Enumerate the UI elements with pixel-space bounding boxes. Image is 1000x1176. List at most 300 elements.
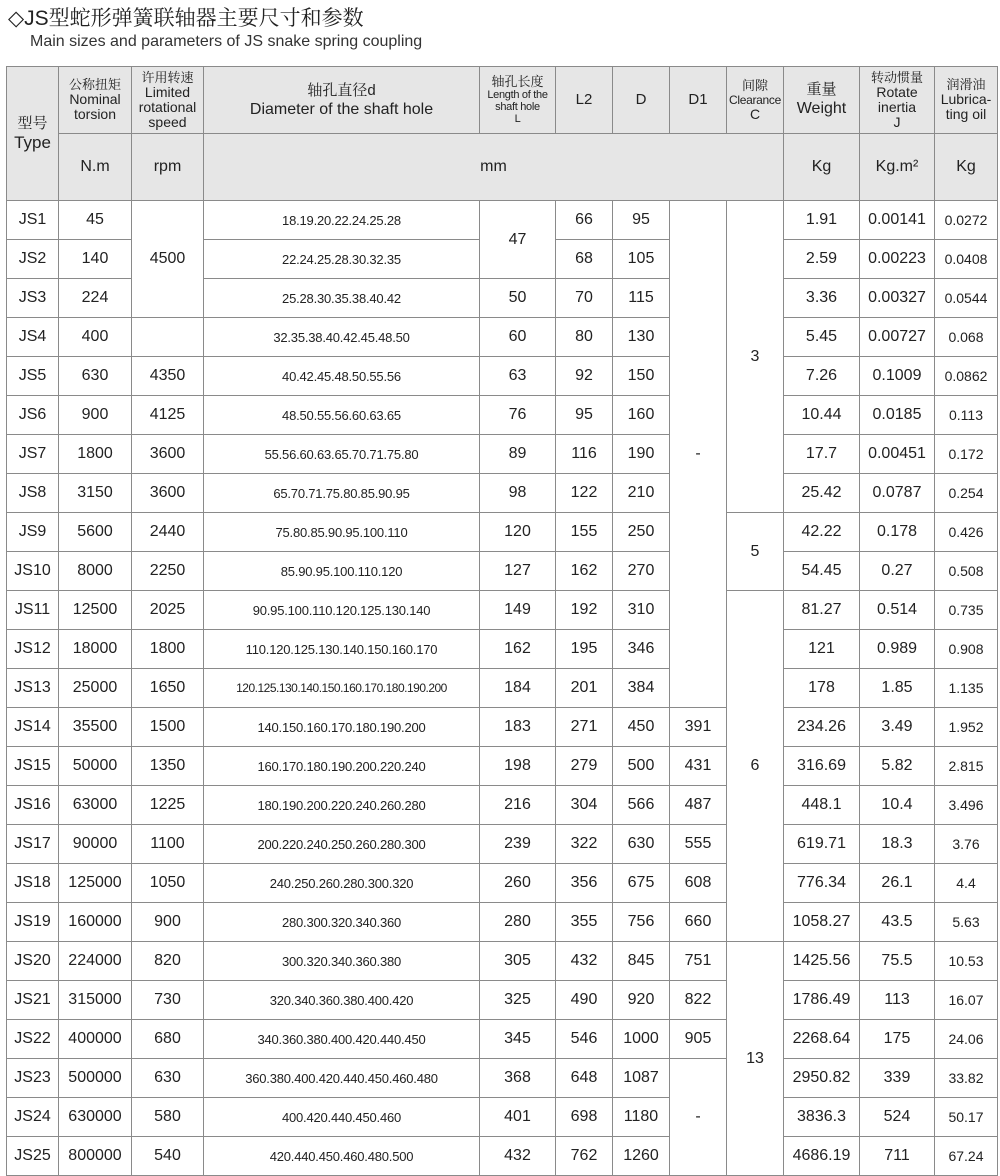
cell-oil: 0.0862	[935, 357, 998, 396]
table-row	[7, 552, 998, 591]
cell-d1: 608	[670, 864, 727, 903]
cell-weight: 121	[784, 630, 860, 669]
cell-torsion: 160000	[59, 903, 132, 942]
cell-oil: 0.0544	[935, 279, 998, 318]
cell-speed: 2025	[132, 591, 204, 630]
cell-diameter: 75.80.85.90.95.100.110	[204, 513, 480, 552]
cell-d: 160	[613, 396, 670, 435]
cell-type: JS19	[7, 903, 59, 942]
cell-speed: 540	[132, 1137, 204, 1176]
cell-length: 239	[480, 825, 556, 864]
cell-weight: 10.44	[784, 396, 860, 435]
cell-speed: 630	[132, 1059, 204, 1098]
cell-diameter: 360.380.400.420.440.450.460.480	[204, 1059, 480, 1098]
cell-clearance: 5	[727, 513, 784, 591]
cell-inertia: 0.989	[860, 630, 935, 669]
cell-torsion: 90000	[59, 825, 132, 864]
cell-type: JS21	[7, 981, 59, 1020]
cell-inertia: 3.49	[860, 708, 935, 747]
cell-torsion: 63000	[59, 786, 132, 825]
cell-length: 184	[480, 669, 556, 708]
cell-length: 98	[480, 474, 556, 513]
cell-weight: 619.71	[784, 825, 860, 864]
cell-torsion: 50000	[59, 747, 132, 786]
cell-speed: 1100	[132, 825, 204, 864]
header-speed: 许用转速 Limited rotational speed	[132, 67, 204, 134]
cell-l2: 68	[556, 240, 613, 279]
table-body	[7, 201, 998, 1176]
cell-inertia: 0.00727	[860, 318, 935, 357]
cell-speed: 580	[132, 1098, 204, 1137]
cell-speed: 2250	[132, 552, 204, 591]
cell-diameter: 32.35.38.40.42.45.48.50	[204, 318, 480, 357]
cell-type: JS8	[7, 474, 59, 513]
cell-l2: 490	[556, 981, 613, 1020]
header-d: D	[613, 67, 670, 134]
cell-length: 47	[480, 201, 556, 279]
cell-length: 345	[480, 1020, 556, 1059]
cell-speed: 1500	[132, 708, 204, 747]
table-row	[7, 435, 998, 474]
header-diameter: 轴孔直径d Diameter of the shaft hole	[204, 67, 480, 134]
cell-l2: 66	[556, 201, 613, 240]
cell-diameter: 65.70.71.75.80.85.90.95	[204, 474, 480, 513]
cell-weight: 1058.27	[784, 903, 860, 942]
cell-inertia: 0.178	[860, 513, 935, 552]
header-clearance: 间隙 Clearance C	[727, 67, 784, 134]
cell-torsion: 3150	[59, 474, 132, 513]
cell-type: JS16	[7, 786, 59, 825]
cell-diameter: 85.90.95.100.110.120	[204, 552, 480, 591]
cell-l2: 762	[556, 1137, 613, 1176]
cell-inertia: 524	[860, 1098, 935, 1137]
cell-oil: 0.113	[935, 396, 998, 435]
cell-oil: 0.0272	[935, 201, 998, 240]
cell-diameter: 200.220.240.250.260.280.300	[204, 825, 480, 864]
cell-clearance: 6	[727, 591, 784, 942]
cell-weight: 7.26	[784, 357, 860, 396]
cell-torsion: 900	[59, 396, 132, 435]
cell-speed: 1800	[132, 630, 204, 669]
cell-l2: 80	[556, 318, 613, 357]
cell-speed: 1225	[132, 786, 204, 825]
header-weight: 重量 Weight	[784, 67, 860, 134]
cell-d1: 555	[670, 825, 727, 864]
cell-inertia: 0.00451	[860, 435, 935, 474]
cell-oil: 0.172	[935, 435, 998, 474]
cell-d1: 905	[670, 1020, 727, 1059]
table-row	[7, 474, 998, 513]
cell-type: JS17	[7, 825, 59, 864]
cell-length: 127	[480, 552, 556, 591]
cell-diameter: 90.95.100.110.120.125.130.140	[204, 591, 480, 630]
cell-length: 368	[480, 1059, 556, 1098]
cell-diameter: 55.56.60.63.65.70.71.75.80	[204, 435, 480, 474]
header-length: 轴孔长度 Length of the shaft hole L	[480, 67, 556, 134]
cell-l2: 95	[556, 396, 613, 435]
unit-oil: Kg	[935, 134, 998, 201]
cell-length: 60	[480, 318, 556, 357]
cell-d: 675	[613, 864, 670, 903]
cell-l2: 304	[556, 786, 613, 825]
cell-weight: 5.45	[784, 318, 860, 357]
cell-l2: 432	[556, 942, 613, 981]
cell-l2: 192	[556, 591, 613, 630]
cell-l2: 279	[556, 747, 613, 786]
cell-l2: 116	[556, 435, 613, 474]
cell-d: 450	[613, 708, 670, 747]
cell-oil: 1.952	[935, 708, 998, 747]
cell-torsion: 140	[59, 240, 132, 279]
cell-length: 162	[480, 630, 556, 669]
cell-d: 630	[613, 825, 670, 864]
table-row	[7, 786, 998, 825]
table-row	[7, 747, 998, 786]
cell-weight: 42.22	[784, 513, 860, 552]
cell-d1: 660	[670, 903, 727, 942]
cell-torsion: 224000	[59, 942, 132, 981]
cell-inertia: 0.0185	[860, 396, 935, 435]
spec-table	[6, 66, 998, 1176]
header-oil: 润滑油 Lubrica- ting oil	[935, 67, 998, 134]
cell-oil: 0.426	[935, 513, 998, 552]
cell-d: 756	[613, 903, 670, 942]
cell-type: JS15	[7, 747, 59, 786]
cell-inertia: 10.4	[860, 786, 935, 825]
cell-inertia: 0.1009	[860, 357, 935, 396]
cell-oil: 67.24	[935, 1137, 998, 1176]
cell-diameter: 40.42.45.48.50.55.56	[204, 357, 480, 396]
cell-l2: 322	[556, 825, 613, 864]
cell-diameter: 25.28.30.35.38.40.42	[204, 279, 480, 318]
cell-d: 150	[613, 357, 670, 396]
cell-type: JS3	[7, 279, 59, 318]
table-row	[7, 396, 998, 435]
cell-oil: 16.07	[935, 981, 998, 1020]
table-row	[7, 981, 998, 1020]
cell-d1: 487	[670, 786, 727, 825]
cell-speed: 730	[132, 981, 204, 1020]
cell-length: 63	[480, 357, 556, 396]
cell-inertia: 711	[860, 1137, 935, 1176]
cell-l2: 355	[556, 903, 613, 942]
cell-type: JS12	[7, 630, 59, 669]
unit-torsion: N.m	[59, 134, 132, 201]
table-row	[7, 1059, 998, 1098]
cell-type: JS5	[7, 357, 59, 396]
cell-torsion: 500000	[59, 1059, 132, 1098]
table-row	[7, 357, 998, 396]
header-inertia: 转动惯量 Rotate inertia J	[860, 67, 935, 134]
cell-oil: 5.63	[935, 903, 998, 942]
cell-weight: 17.7	[784, 435, 860, 474]
cell-l2: 546	[556, 1020, 613, 1059]
cell-inertia: 26.1	[860, 864, 935, 903]
cell-torsion: 800000	[59, 1137, 132, 1176]
table-row	[7, 864, 998, 903]
cell-d: 1000	[613, 1020, 670, 1059]
header-l2: L2	[556, 67, 613, 134]
table-row	[7, 630, 998, 669]
cell-l2: 271	[556, 708, 613, 747]
cell-weight: 178	[784, 669, 860, 708]
cell-torsion: 35500	[59, 708, 132, 747]
cell-length: 76	[480, 396, 556, 435]
cell-speed: 3600	[132, 435, 204, 474]
page-subtitle: Main sizes and parameters of JS snake spring coupling	[30, 33, 423, 50]
cell-torsion: 400	[59, 318, 132, 357]
cell-type: JS22	[7, 1020, 59, 1059]
cell-speed: 4500	[132, 201, 204, 318]
table-row	[7, 1098, 998, 1137]
cell-d: 310	[613, 591, 670, 630]
cell-length: 280	[480, 903, 556, 942]
cell-d1: 431	[670, 747, 727, 786]
cell-l2: 155	[556, 513, 613, 552]
cell-weight: 776.34	[784, 864, 860, 903]
cell-diameter: 400.420.440.450.460	[204, 1098, 480, 1137]
cell-speed: 2440	[132, 513, 204, 552]
cell-diameter: 48.50.55.56.60.63.65	[204, 396, 480, 435]
cell-d1: 751	[670, 942, 727, 981]
cell-l2: 92	[556, 357, 613, 396]
cell-oil: 0.908	[935, 630, 998, 669]
cell-speed: 1050	[132, 864, 204, 903]
cell-diameter: 110.120.125.130.140.150.160.170	[204, 630, 480, 669]
cell-inertia: 113	[860, 981, 935, 1020]
cell-speed: 680	[132, 1020, 204, 1059]
cell-type: JS24	[7, 1098, 59, 1137]
cell-type: JS20	[7, 942, 59, 981]
cell-torsion: 630000	[59, 1098, 132, 1137]
cell-diameter: 420.440.450.460.480.500	[204, 1137, 480, 1176]
cell-length: 149	[480, 591, 556, 630]
table-row	[7, 318, 998, 357]
cell-weight: 2268.64	[784, 1020, 860, 1059]
cell-length: 89	[480, 435, 556, 474]
cell-type: JS18	[7, 864, 59, 903]
cell-oil: 0.068	[935, 318, 998, 357]
cell-torsion: 12500	[59, 591, 132, 630]
cell-weight: 1425.56	[784, 942, 860, 981]
cell-oil: 0.508	[935, 552, 998, 591]
unit-inertia: Kg.m²	[860, 134, 935, 201]
cell-inertia: 0.00223	[860, 240, 935, 279]
table-row	[7, 708, 998, 747]
cell-d: 845	[613, 942, 670, 981]
cell-l2: 201	[556, 669, 613, 708]
cell-clearance: 3	[727, 201, 784, 513]
cell-d: 1260	[613, 1137, 670, 1176]
cell-oil: 2.815	[935, 747, 998, 786]
cell-length: 432	[480, 1137, 556, 1176]
cell-d: 384	[613, 669, 670, 708]
cell-torsion: 25000	[59, 669, 132, 708]
cell-l2: 70	[556, 279, 613, 318]
cell-type: JS4	[7, 318, 59, 357]
cell-weight: 54.45	[784, 552, 860, 591]
cell-inertia: 175	[860, 1020, 935, 1059]
unit-weight: Kg	[784, 134, 860, 201]
cell-type: JS6	[7, 396, 59, 435]
table-row	[7, 942, 998, 981]
cell-d: 105	[613, 240, 670, 279]
cell-oil: 0.254	[935, 474, 998, 513]
cell-torsion: 400000	[59, 1020, 132, 1059]
cell-diameter: 160.170.180.190.200.220.240	[204, 747, 480, 786]
cell-d1: -	[670, 201, 727, 708]
cell-type: JS9	[7, 513, 59, 552]
cell-weight: 448.1	[784, 786, 860, 825]
cell-oil: 0.735	[935, 591, 998, 630]
table-row	[7, 825, 998, 864]
cell-torsion: 5600	[59, 513, 132, 552]
title-block	[8, 6, 422, 52]
cell-weight: 2950.82	[784, 1059, 860, 1098]
cell-type: JS7	[7, 435, 59, 474]
cell-inertia: 0.00327	[860, 279, 935, 318]
cell-diameter: 18.19.20.22.24.25.28	[204, 201, 480, 240]
cell-torsion: 18000	[59, 630, 132, 669]
cell-l2: 698	[556, 1098, 613, 1137]
cell-inertia: 5.82	[860, 747, 935, 786]
cell-inertia: 75.5	[860, 942, 935, 981]
cell-speed	[132, 318, 204, 357]
cell-length: 216	[480, 786, 556, 825]
cell-clearance: 13	[727, 942, 784, 1176]
cell-type: JS2	[7, 240, 59, 279]
cell-weight: 316.69	[784, 747, 860, 786]
table-row	[7, 591, 998, 630]
cell-length: 120	[480, 513, 556, 552]
unit-mm: mm	[204, 134, 784, 201]
cell-diameter: 340.360.380.400.420.440.450	[204, 1020, 480, 1059]
cell-diameter: 180.190.200.220.240.260.280	[204, 786, 480, 825]
cell-length: 305	[480, 942, 556, 981]
cell-length: 401	[480, 1098, 556, 1137]
cell-inertia: 18.3	[860, 825, 935, 864]
unit-speed: rpm	[132, 134, 204, 201]
cell-diameter: 120.125.130.140.150.160.170.180.190.200	[204, 669, 480, 708]
cell-type: JS23	[7, 1059, 59, 1098]
cell-diameter: 140.150.160.170.180.190.200	[204, 708, 480, 747]
cell-type: JS10	[7, 552, 59, 591]
table-row	[7, 669, 998, 708]
cell-torsion: 315000	[59, 981, 132, 1020]
table-row	[7, 201, 998, 240]
cell-d: 95	[613, 201, 670, 240]
cell-speed: 1350	[132, 747, 204, 786]
cell-oil: 10.53	[935, 942, 998, 981]
cell-type: JS13	[7, 669, 59, 708]
cell-oil: 1.135	[935, 669, 998, 708]
table-row	[7, 903, 998, 942]
cell-inertia: 43.5	[860, 903, 935, 942]
cell-oil: 3.496	[935, 786, 998, 825]
cell-speed: 4350	[132, 357, 204, 396]
cell-speed: 1650	[132, 669, 204, 708]
cell-d1: -	[670, 1059, 727, 1176]
cell-weight: 3.36	[784, 279, 860, 318]
cell-l2: 648	[556, 1059, 613, 1098]
cell-type: JS25	[7, 1137, 59, 1176]
cell-d1: 822	[670, 981, 727, 1020]
cell-d: 346	[613, 630, 670, 669]
cell-d: 270	[613, 552, 670, 591]
cell-d1: 391	[670, 708, 727, 747]
cell-oil: 33.82	[935, 1059, 998, 1098]
cell-weight: 25.42	[784, 474, 860, 513]
header-d1: D1	[670, 67, 727, 134]
cell-diameter: 240.250.260.280.300.320	[204, 864, 480, 903]
page-title: ◇JS型蛇形弹簧联轴器主要尺寸和参数	[8, 7, 364, 30]
cell-torsion: 125000	[59, 864, 132, 903]
cell-l2: 356	[556, 864, 613, 903]
cell-length: 198	[480, 747, 556, 786]
cell-d: 115	[613, 279, 670, 318]
cell-torsion: 224	[59, 279, 132, 318]
cell-l2: 195	[556, 630, 613, 669]
cell-inertia: 0.00141	[860, 201, 935, 240]
cell-inertia: 1.85	[860, 669, 935, 708]
cell-oil: 3.76	[935, 825, 998, 864]
cell-d: 920	[613, 981, 670, 1020]
cell-d: 566	[613, 786, 670, 825]
cell-torsion: 45	[59, 201, 132, 240]
cell-type: JS1	[7, 201, 59, 240]
cell-l2: 162	[556, 552, 613, 591]
cell-weight: 3836.3	[784, 1098, 860, 1137]
cell-weight: 4686.19	[784, 1137, 860, 1176]
cell-length: 183	[480, 708, 556, 747]
cell-diameter: 280.300.320.340.360	[204, 903, 480, 942]
cell-torsion: 8000	[59, 552, 132, 591]
cell-d: 210	[613, 474, 670, 513]
cell-length: 325	[480, 981, 556, 1020]
cell-length: 50	[480, 279, 556, 318]
cell-d: 1087	[613, 1059, 670, 1098]
cell-speed: 900	[132, 903, 204, 942]
cell-weight: 234.26	[784, 708, 860, 747]
header-torsion: 公称扭矩 Nominal torsion	[59, 67, 132, 134]
cell-inertia: 0.0787	[860, 474, 935, 513]
cell-speed: 3600	[132, 474, 204, 513]
cell-weight: 1.91	[784, 201, 860, 240]
cell-weight: 2.59	[784, 240, 860, 279]
header-type: 型号 Type	[7, 67, 59, 201]
cell-l2: 122	[556, 474, 613, 513]
cell-oil: 4.4	[935, 864, 998, 903]
cell-d: 130	[613, 318, 670, 357]
cell-diameter: 22.24.25.28.30.32.35	[204, 240, 480, 279]
cell-d: 190	[613, 435, 670, 474]
cell-inertia: 0.27	[860, 552, 935, 591]
cell-d: 1180	[613, 1098, 670, 1137]
cell-speed: 4125	[132, 396, 204, 435]
cell-type: JS14	[7, 708, 59, 747]
cell-diameter: 300.320.340.360.380	[204, 942, 480, 981]
cell-d: 250	[613, 513, 670, 552]
cell-oil: 0.0408	[935, 240, 998, 279]
cell-length: 260	[480, 864, 556, 903]
table-row	[7, 513, 998, 552]
cell-inertia: 0.514	[860, 591, 935, 630]
cell-torsion: 1800	[59, 435, 132, 474]
cell-d: 500	[613, 747, 670, 786]
table-header	[7, 67, 998, 201]
cell-weight: 1786.49	[784, 981, 860, 1020]
cell-type: JS11	[7, 591, 59, 630]
